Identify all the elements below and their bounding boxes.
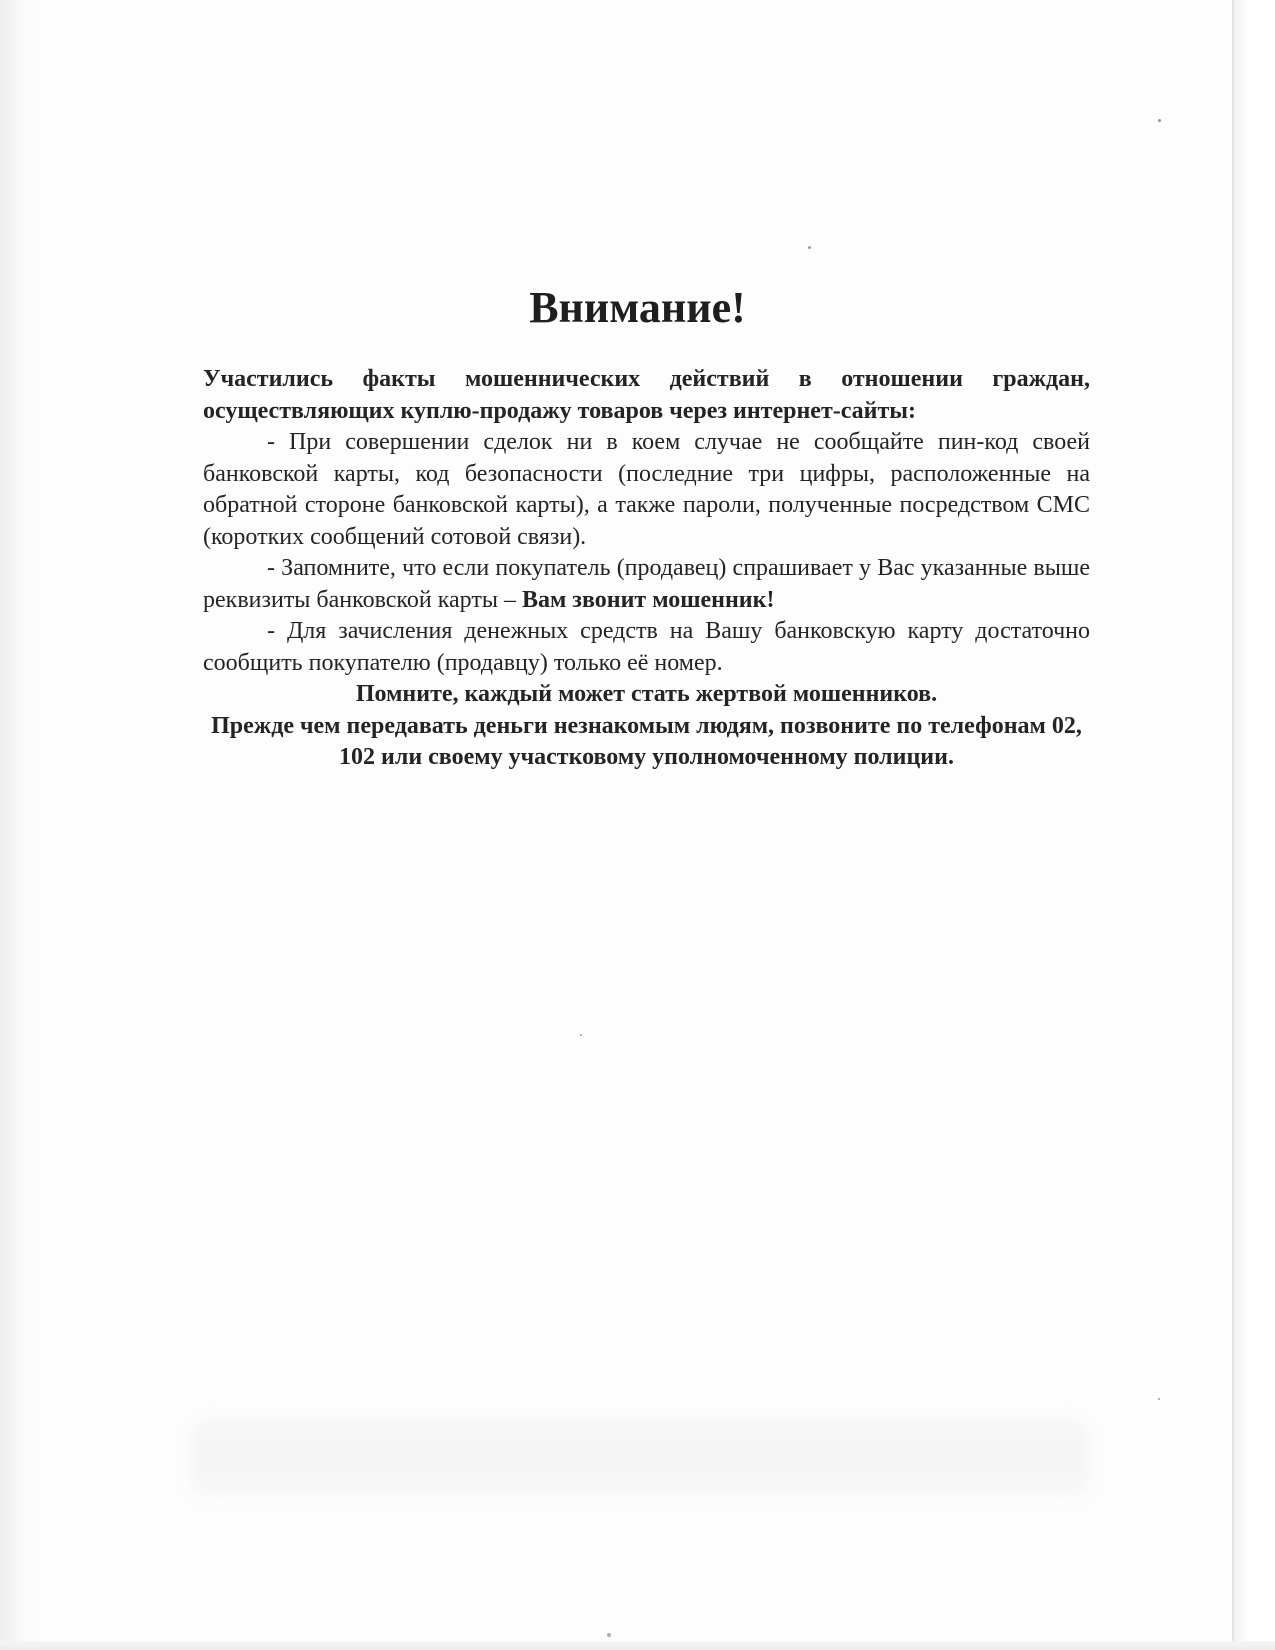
scan-speck [1158,119,1161,122]
page-right-edge [1232,0,1275,1650]
notice-closing-call-police: Прежде чем передавать деньги незнакомым людям, позвоните по телефонам 02, 102 или своему участковому уполномоченному полиции. [211,712,1082,770]
notice-body [203,364,1090,774]
notice-item-requisites [203,553,1090,616]
notice-closing-remember: Помните, каждый может стать жертвой мошенников. [355,681,938,707]
scan-speck [808,246,811,249]
page-bottom-edge [0,1641,1275,1650]
scan-speck [1158,1398,1160,1400]
scan-speck [580,1034,582,1036]
notice-title: Внимание! [529,283,746,332]
page-right-edge-line [1232,0,1234,1650]
page-left-shadow [0,0,38,1650]
scan-speck [607,1633,611,1637]
notice-item-requisites-text: - Запомните, что если покупатель (продавец) спрашивает у Вас указанные выше реквизиты банковской карты – [203,555,1090,613]
notice-lead: Участились факты мошеннических действий в отношении граждан, осуществляющих куплю-продажу товаров через интернет-сайты: [203,366,1090,424]
show-through-bleed [190,1418,1090,1498]
notice-item-card-number: - Для зачисления денежных средств на Вашу банковскую карту достаточно сообщить покупателю (продавцу) только её номер. [203,618,1090,676]
notice-item-pin: - При совершении сделок ни в коем случае не сообщайте пин-код своей банковской карты, код безопасности (последние три цифры, расположенные на обратной стороне банковской карты), а также пароли, полученные посредством СМС (коротких сообщений сотовой связи). [203,429,1090,550]
notice-warning-phrase: Вам звонит мошенник! [521,586,775,613]
